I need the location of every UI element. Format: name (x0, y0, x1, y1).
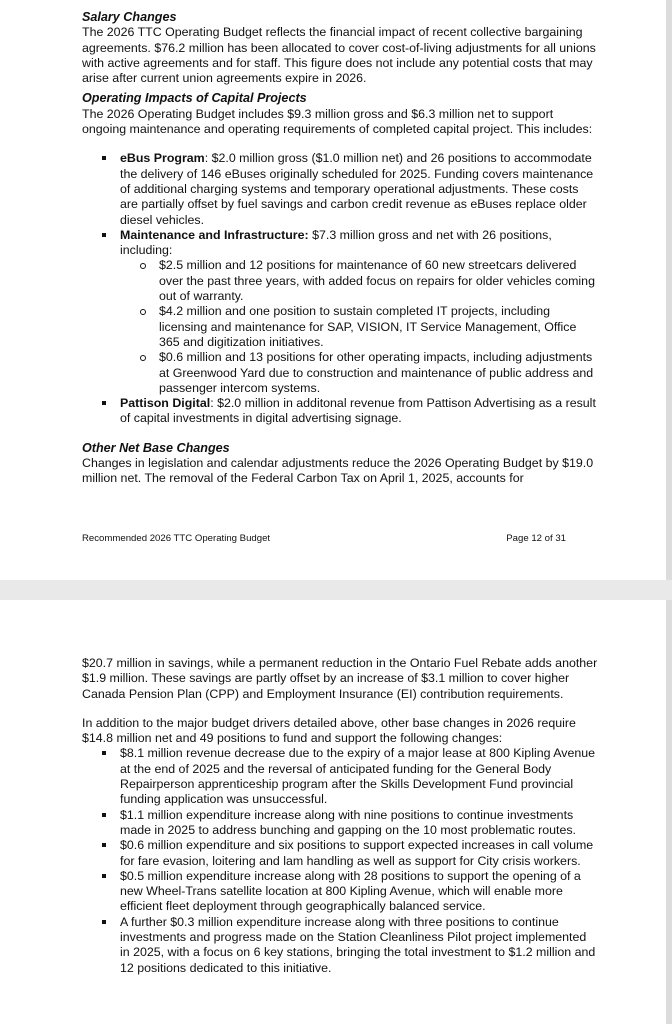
item-text: : $2.0 million in additonal revenue from Pattison Advertising as a result of capital investments in digital advertising signage. (120, 396, 596, 426)
list-item: A further $0.3 million expenditure increase along with three positions to continue investments and progress made on the Station Cleanliness Pilot project implemented in 2025, with a focus on 6 key stations, bringing the total investment to $1.2 million and 12 positions dedicated to this initiative. (82, 915, 598, 976)
page-body (82, 10, 598, 487)
list-item: $1.1 million expenditure increase along with nine positions to continue investments made in 2025 to address bunching and gapping on the 10 most problematic routes. (82, 808, 598, 839)
list-item: $0.5 million expenditure increase along with 28 positions to support the opening of a new Wheel-Trans satellite location at 800 Kipling Avenue, which will enable more efficient fleet deployment through geographically balanced service. (82, 869, 598, 915)
sub-list-item: $2.5 million and 12 positions for maintenance of 60 new streetcars delivered over the past three years, with added focus on repairs for older vehicles coming out of warranty. (120, 258, 598, 304)
document-page-13 (0, 600, 672, 1024)
base-changes-list (82, 746, 598, 975)
page-body (82, 656, 598, 976)
intro-paragraph: In addition to the major budget drivers detailed above, other base changes in 2026 require $14.8 million net and 49 positions to fund and support the following changes: (82, 715, 576, 746)
section-heading-capital: Operating Impacts of Capital Projects (82, 91, 307, 106)
list-item (82, 228, 598, 396)
page-footer (82, 533, 566, 544)
item-text: $7.3 million gross and net with 26 positions, including: (120, 227, 552, 258)
list-item: $0.6 million expenditure and six positions to support expected increases in call volume for fare evasion, loitering and lam handling as well as support for City crisis workers. (82, 838, 598, 869)
list-item (82, 151, 598, 227)
sub-list (120, 258, 598, 396)
other-paragraph: Changes in legislation and calendar adjustments reduce the 2026 Operating Budget by $19.0 million net. The removal of the Federal Carbon Tax on April 1, 2025, accounts for (82, 456, 594, 486)
capital-list (82, 151, 598, 426)
capital-paragraph: The 2026 Operating Budget includes $9.3 million gross and $6.3 million net to support ongoing maintenance and operating requirements of completed capital project. This includes: (82, 106, 593, 137)
continuation-paragraph: $20.7 million in savings, while a permanent reduction in the Ontario Fuel Rebate adds another $1.9 million. These savings are partly offset by an increase of $3.1 million to cover higher Canada Pension Plan (CPP) and Employment Insurance (EI) contribution requirements. (82, 656, 598, 701)
list-item: $8.1 million revenue decrease due to the expiry of a major lease at 800 Kipling Avenue at the end of 2025 and the reversal of anticipated funding for the General Body Repairperson apprenticeship program after the Skills Development Fund provincial funding application was unsuccessful. (82, 746, 598, 807)
item-text: : $2.0 million gross ($1.0 million net) and 26 positions to accommodate the delivery of 146 eBuses originally scheduled for 2025. Funding covers maintenance of additional charging systems and temporary operational adjustments. These costs are partially offset by fuel savings and carbon credit revenue as eBuses replace older diesel vehicles. (120, 151, 594, 227)
section-heading-other: Other Net Base Changes (82, 440, 230, 455)
section-heading-salary: Salary Changes (82, 10, 177, 24)
sub-list-item: $4.2 million and one position to sustain completed IT projects, including licensing and maintenance for SAP, VISION, IT Service Management, Office 365 and digitization initiatives. (120, 304, 598, 350)
item-label: eBus Program (120, 151, 205, 166)
salary-paragraph: The 2026 TTC Operating Budget reflects the financial impact of recent collective bargaining agreements. $76.2 million has been allocated to cover cost-of-living adjustments for all unions with active agreements and for staff. This figure does not include any potential costs that may arise after current union agreements expire in 2026. (82, 25, 596, 86)
item-label: Pattison Digital (120, 396, 211, 411)
sub-list-item: $0.6 million and 13 positions for other operating impacts, including adjustments at Greenwood Yard due to construction and maintenance of public address and passenger intercom systems. (120, 350, 598, 396)
list-item (82, 396, 598, 427)
footer-page-number: Page 12 of 31 (506, 533, 566, 544)
footer-document-title: Recommended 2026 TTC Operating Budget (82, 533, 271, 544)
item-label: Maintenance and Infrastructure: (120, 227, 309, 242)
